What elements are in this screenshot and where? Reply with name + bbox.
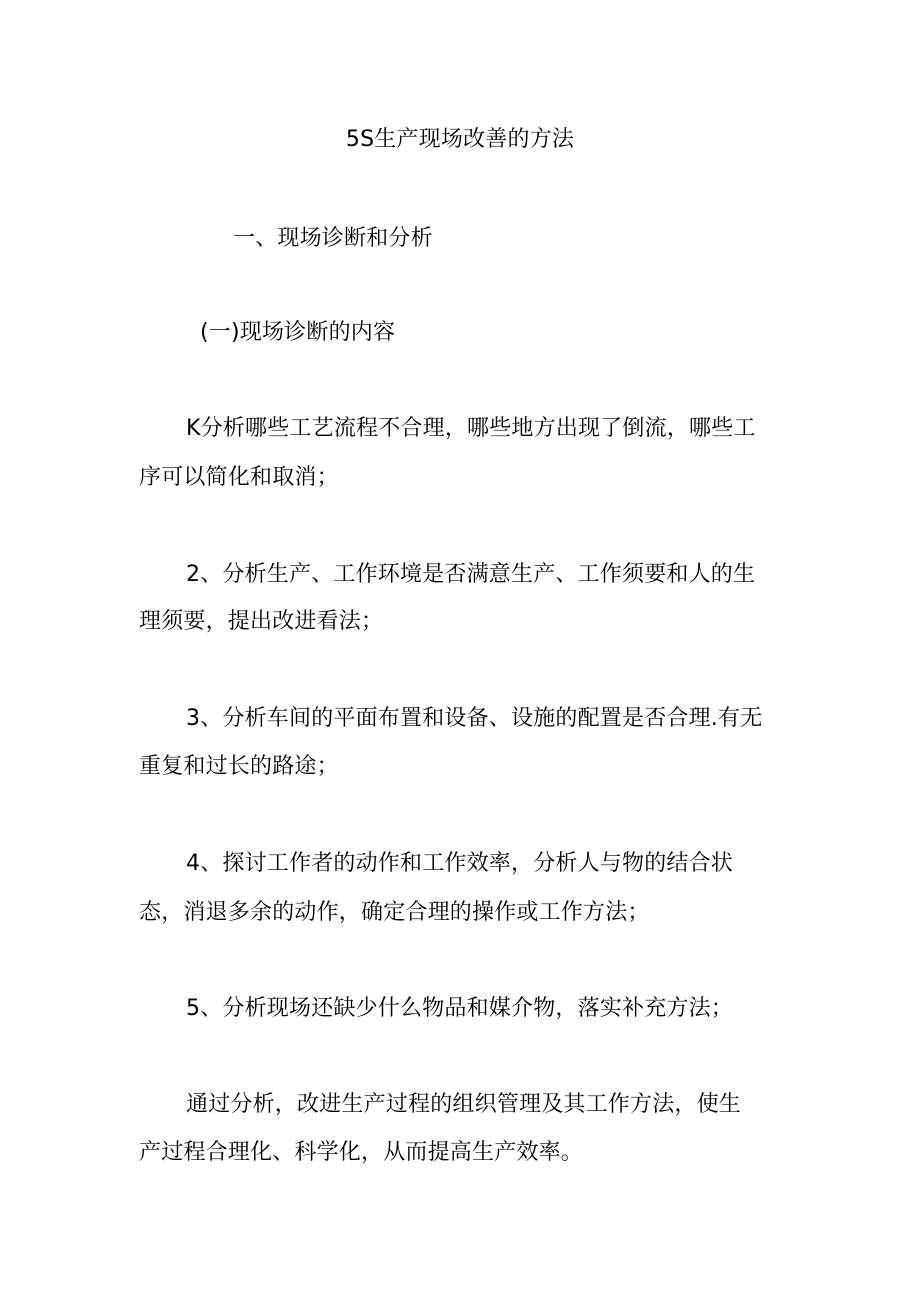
- section-heading: 一、现场诊断和分析: [233, 226, 433, 251]
- paragraph-line: 2、分析生产、工作环境是否满意生产、工作须要和人的生: [186, 562, 756, 587]
- paragraph-line: 3、分析车间的平面布置和设备、设施的配置是否合理.有无: [186, 706, 763, 731]
- paragraph-line: 通过分析，改进生产过程的组织管理及其工作方法，使生: [186, 1092, 742, 1117]
- paragraph-line: 态，消退多余的动作，确定合理的操作或工作方法；: [139, 900, 650, 925]
- paragraph-line: 序可以简化和取消；: [139, 465, 339, 490]
- paragraph-line: 5、分析现场还缺少什么物品和媒介物，落实补充方法；: [186, 996, 733, 1021]
- paragraph-line: 4、探讨工作者的动作和工作效率，分析人与物的结合状: [186, 851, 733, 876]
- subsection-heading: (一)现场诊断的内容: [200, 320, 396, 345]
- document-title: 5S生产现场改善的方法: [345, 127, 575, 152]
- paragraph-line: 产过程合理化、科学化，从而提高生产效率。: [139, 1140, 584, 1165]
- paragraph-line: 理须要，提出改进看法；: [139, 609, 384, 634]
- paragraph-line: 重复和过长的路途；: [139, 754, 339, 779]
- paragraph-line: K分析哪些工艺流程不合理，哪些地方出现了倒流，哪些工: [186, 416, 756, 441]
